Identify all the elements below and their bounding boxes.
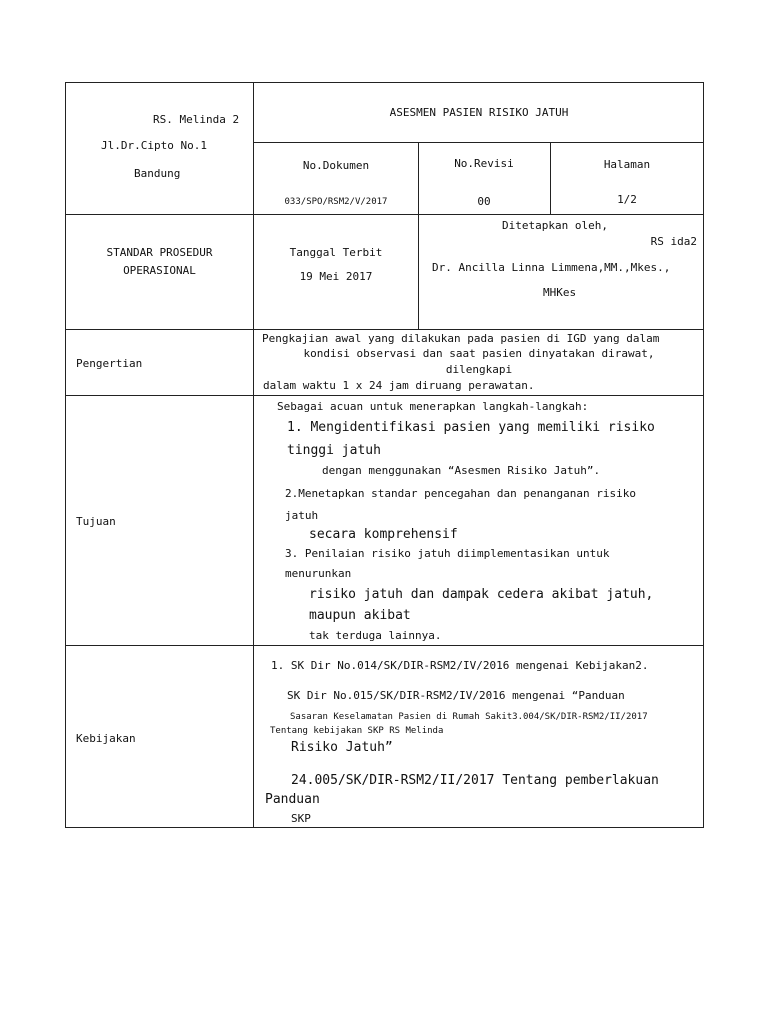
divider bbox=[253, 83, 254, 828]
tujuan-item2-line3: secara komprehensif bbox=[309, 527, 458, 542]
hospital-city: Bandung bbox=[134, 167, 181, 180]
ditetapkan-org: RS ida2 bbox=[650, 235, 697, 248]
kebijakan-line4: Tentang kebijakan SKP RS Melinda bbox=[270, 726, 444, 736]
hospital-name: RS. Melinda 2 bbox=[153, 113, 240, 126]
kebijakan-label: Kebijakan bbox=[76, 732, 136, 745]
tujuan-item2-line2: jatuh bbox=[285, 509, 319, 522]
ditetapkan-title: MHKes bbox=[543, 286, 577, 299]
tujuan-item3-line1: 3. Penilaian risiko jatuh diimplementasikan untuk bbox=[285, 547, 610, 560]
tujuan-item3-line2: menurunkan bbox=[285, 567, 352, 580]
divider bbox=[66, 214, 704, 215]
tujuan-label: Tujuan bbox=[76, 515, 116, 528]
tujuan-item1-line3: dengan menggunakan “Asesmen Risiko Jatuh”. bbox=[322, 464, 601, 477]
kebijakan-line3: Sasaran Keselamatan Pasien di Rumah Sakit3.004/SK/DIR-RSM2/II/2017 bbox=[290, 712, 648, 722]
pengertian-text-line3: dilengkapi bbox=[445, 363, 513, 376]
kebijakan-line6: 24.005/SK/DIR-RSM2/II/2017 Tentang pemberlakuan bbox=[291, 773, 659, 788]
tanggal-terbit-value: 19 Mei 2017 bbox=[299, 270, 373, 283]
spo-label-line1: STANDAR PROSEDUR bbox=[106, 246, 213, 259]
tujuan-item1-line2: tinggi jatuh bbox=[287, 443, 381, 458]
tujuan-item3-line3: risiko jatuh dan dampak cedera akibat jatuh, bbox=[309, 587, 654, 602]
tujuan-item3-line5: tak terduga lainnya. bbox=[309, 629, 442, 642]
hospital-address: Jl.Dr.Cipto No.1 bbox=[101, 139, 207, 152]
spo-document bbox=[65, 82, 704, 828]
divider bbox=[66, 395, 704, 396]
pengertian-text-line2: kondisi observasi dan saat pasien dinyatakan dirawat, bbox=[303, 347, 655, 360]
tujuan-item3-line4: maupun akibat bbox=[309, 608, 411, 623]
spo-label-line2: OPERASIONAL bbox=[123, 264, 196, 277]
divider bbox=[66, 645, 704, 646]
halaman-value: 1/2 bbox=[617, 193, 637, 206]
kebijakan-line5: Risiko Jatuh” bbox=[291, 740, 393, 755]
tujuan-item1-line1 bbox=[287, 420, 697, 436]
tujuan-item1-line1-text: 1. Mengidentifikasi pasien yang memiliki risiko bbox=[287, 420, 655, 435]
kebijakan-line8: SKP bbox=[291, 812, 311, 825]
document-title: ASESMEN PASIEN RISIKO JATUH bbox=[389, 106, 569, 119]
divider bbox=[254, 142, 704, 143]
tujuan-intro: Sebagai acuan untuk menerapkan langkah-langkah: bbox=[277, 400, 589, 413]
no-dokumen-value: 033/SPO/RSM2/V/2017 bbox=[284, 197, 388, 207]
pengertian-label: Pengertian bbox=[76, 357, 143, 370]
kebijakan-line2: SK Dir No.015/SK/DIR-RSM2/IV/2016 mengenai “Panduan bbox=[287, 689, 625, 702]
pengertian-text-line1: Pengkajian awal yang dilakukan pada pasien di IGD yang dalam bbox=[262, 332, 660, 345]
ditetapkan-name: Dr. Ancilla Linna Limmena,MM.,Mkes., bbox=[432, 261, 671, 274]
kebijakan-line7: Panduan bbox=[265, 792, 320, 807]
halaman-label: Halaman bbox=[603, 158, 651, 171]
tujuan-item2-line1: 2.Menetapkan standar pencegahan dan penanganan risiko bbox=[285, 487, 636, 500]
no-revisi-label: No.Revisi bbox=[454, 157, 514, 170]
pengertian-text-line4: dalam waktu 1 x 24 jam diruang perawatan. bbox=[263, 379, 535, 392]
no-dokumen-label: No.Dokumen bbox=[302, 159, 370, 172]
kebijakan-line1: 1. SK Dir No.014/SK/DIR-RSM2/IV/2016 mengenai Kebijakan2. bbox=[271, 659, 649, 672]
divider bbox=[66, 329, 704, 330]
tanggal-terbit-label: Tanggal Terbit bbox=[289, 246, 383, 259]
ditetapkan-label: Ditetapkan oleh, bbox=[502, 219, 608, 232]
no-revisi-value: 00 bbox=[477, 195, 491, 208]
